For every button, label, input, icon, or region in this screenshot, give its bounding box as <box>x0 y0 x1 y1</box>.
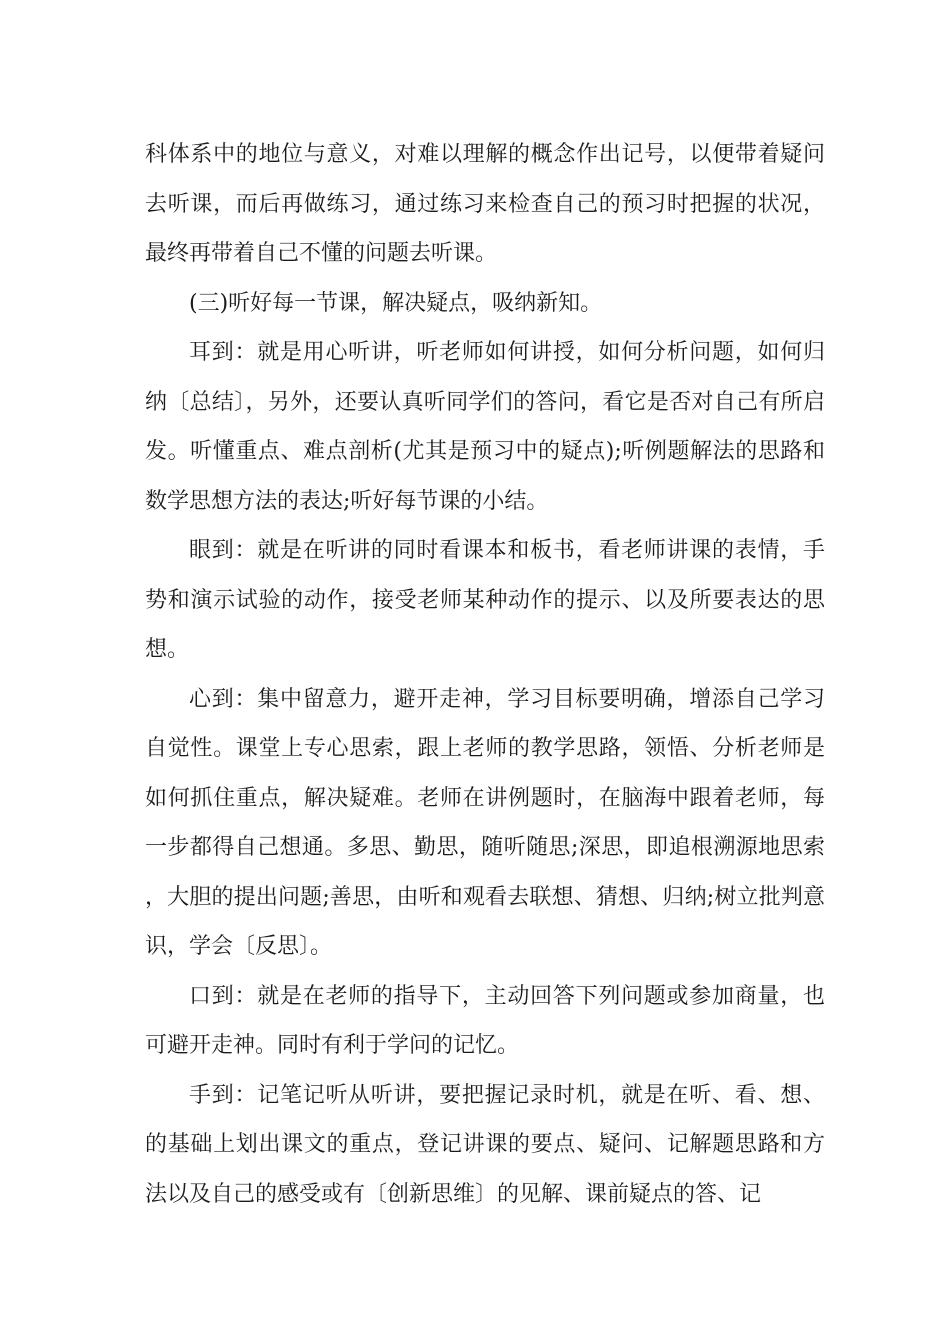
paragraph-5-mind: 心到：集中留意力，避开走神，学习目标要明确，增添自己学习自觉性。课堂上专心思索，跟上老师的教学思路，领悟、分析老师是如何抓住重点，解决疑难。老师在讲例题时，在脑海中跟着老师，每一步都得自己想通。多思、勤思，随听随思;深思，即追根溯源地思索，大胆的提出问题;善思，由听和观看去联想、猜想、归纳;树立批判意识，学会〔反思〕。 <box>145 686 825 959</box>
document-body <box>145 130 825 1219</box>
paragraph-2-heading: (三)听好每一节课，解决疑点，吸纳新知。 <box>189 290 603 316</box>
paragraph-4-eyes: 眼到：就是在听讲的同时看课本和板书，看老师讲课的表情，手势和演示试验的动作，接受老师某种动作的提示、以及所要表达的思想。 <box>145 538 825 662</box>
paragraph-3-ears: 耳到：就是用心听讲，听老师如何讲授，如何分析问题，如何归纳〔总结〕，另外，还要认真听同学们的答问，看它是否对自己有所启发。听懂重点、难点剖析(尤其是预习中的疑点);听例题解法的思路和数学思想方法的表达;听好每节课的小结。 <box>145 340 825 514</box>
paragraph-6-mouth: 口到：就是在老师的指导下，主动回答下列问题或参加商量，也可避开走神。同时有利于学问的记忆。 <box>145 983 825 1058</box>
paragraph-1: 科体系中的地位与意义，对难以理解的概念作出记号，以便带着疑问去听课，而后再做练习，通过练习来检查自己的预习时把握的状况，最终再带着自己不懂的问题去听课。 <box>145 142 825 266</box>
paragraph-7-hands: 手到：记笔记听从听讲，要把握记录时机，就是在听、看、想、的基础上划出课文的重点，登记讲课的要点、疑问、记解题思路和方法以及自己的感受或有〔创新思维〕的见解、课前疑点的答、记 <box>145 1082 825 1207</box>
